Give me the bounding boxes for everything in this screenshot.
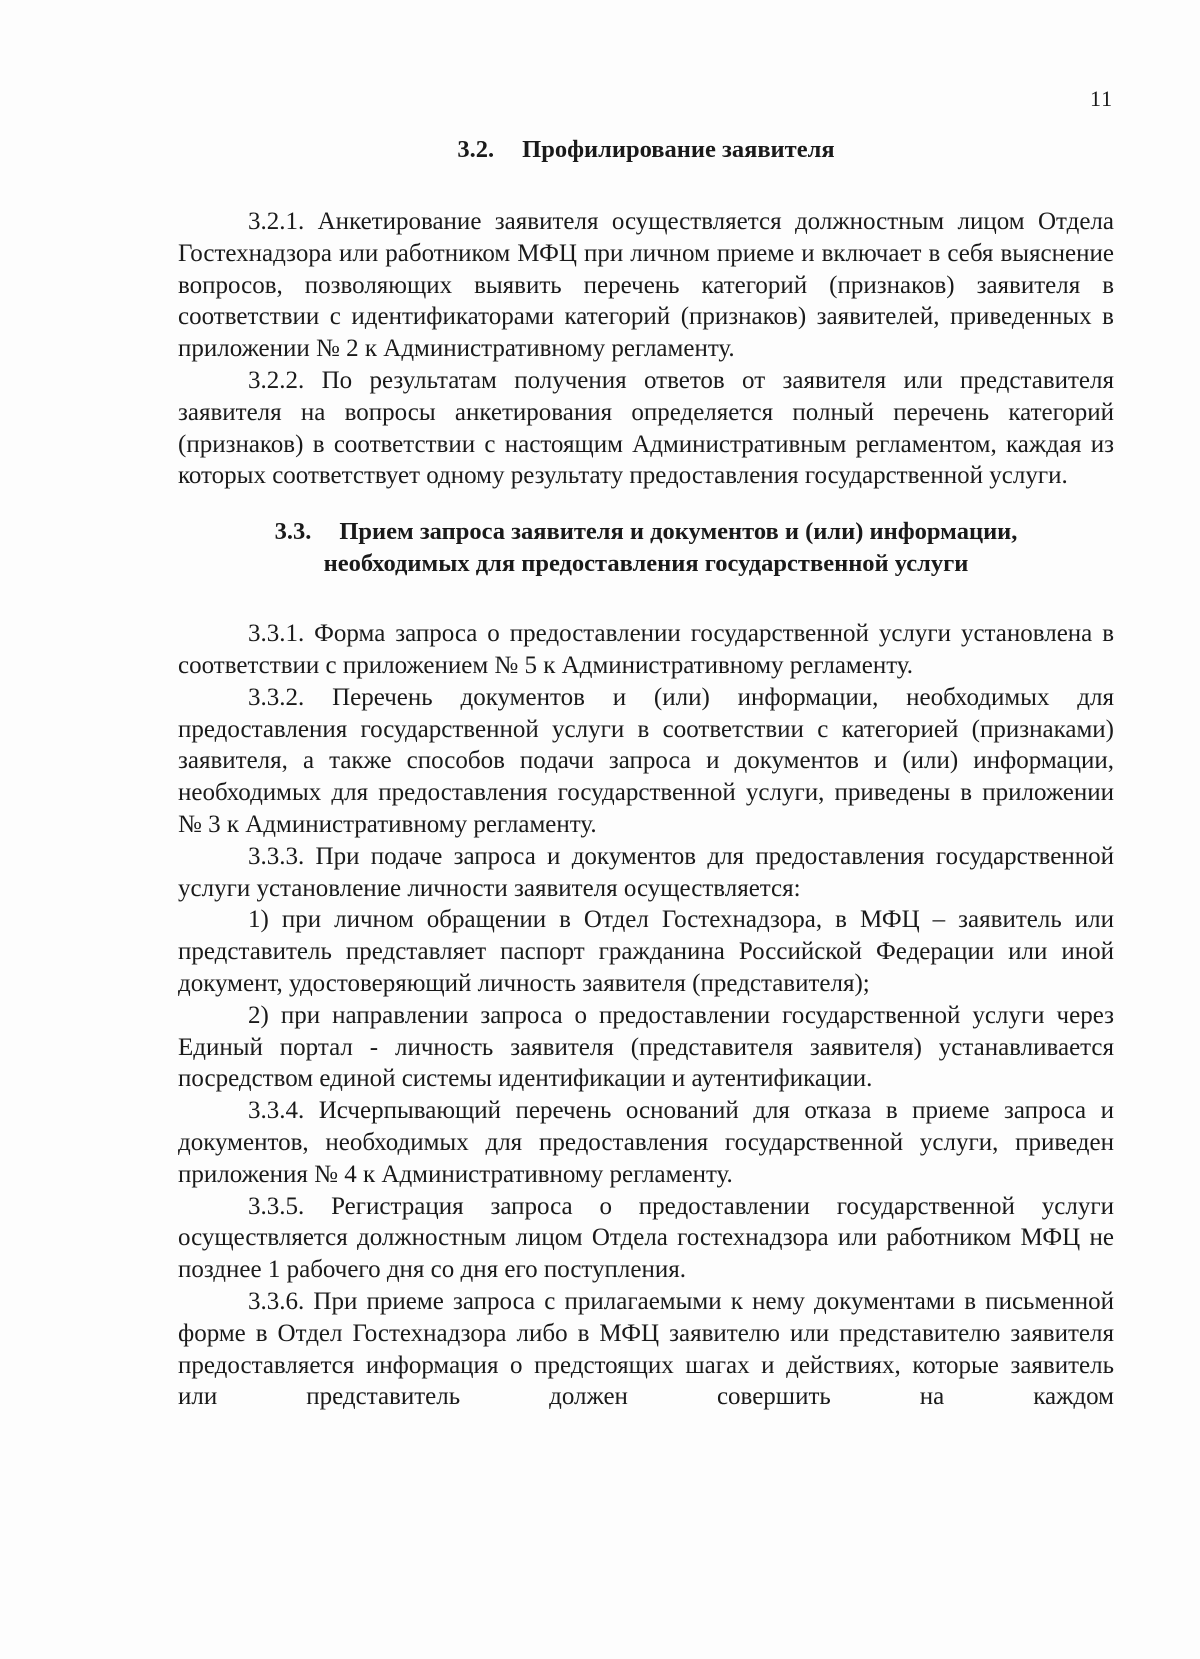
paragraph-3-3-6: 3.3.6. При приеме запроса с прилагаемыми к нему документами в письменной форме в Отдел Гостехнадзора либо в МФЦ заявителю или представителю заявителя предоставляется информация о предстоящих шагах и действиях, которые заявитель или представитель должен совершить на каждом [178,1287,1114,1411]
page-number: 11 [1090,86,1114,111]
section-3-2-heading [178,134,1114,166]
paragraph-3-3-1: 3.3.1. Форма запроса о предоставлении государственной услуги установлена в соответствии с приложением № 5 к Административному регламенту. [178,620,1114,679]
section-3-3-title-line-2: необходимых для предоставления государственной услуги [323,550,969,578]
paragraph-3-2-1: 3.2.1. Анкетирование заявителя осуществляется должностным лицом Отдела Гостехнадзора или работником МФЦ при личном приеме и включает в себя выяснение вопросов, позволяющих выявить перечень категорий (признаков) заявителя в соответствии с идентификаторами категорий (признаков) заявителей, приведенных в приложении № 2 к Административному регламенту. [178,208,1114,363]
document-body [178,134,1114,1413]
paragraph-3-3-5: 3.3.5. Регистрация запроса о предоставлении государственной услуги осуществляется должностным лицом Отдела гостехнадзора или работником МФЦ не позднее 1 рабочего дня со дня его поступления. [178,1192,1114,1284]
paragraph-3-2-2: 3.2.2. По результатам получения ответов от заявителя или представителя заявителя на вопросы анкетирования определяется полный перечень категорий (признаков) в соответствии с настоящим Административным регламентом, каждая из которых соответствует одному результату предоставления государственной услуги. [178,366,1114,490]
section-3-3-number: 3.3. [274,518,312,546]
paragraph-3-3-3-item-1: 1) при личном обращении в Отдел Гостехнадзора, в МФЦ – заявитель или представитель представляет паспорт гражданина Российской Федерации или иной документ, удостоверяющий личность заявителя (представителя); [178,906,1114,997]
paragraph-3-3-3-item-2: 2) при направлении запроса о предоставлении государственной услуги через Единый портал - личность заявителя (представителя заявителя) устанавливается посредством единой системы идентификации и аутентификации. [178,1001,1114,1093]
section-3-2-number: 3.2. [457,136,495,163]
section-3-3-heading [178,516,1114,580]
section-3-3-title-line-1 [178,516,1114,548]
section-3-3-title-text-1: Прием запроса заявителя и документов и (или) информации, [339,518,1018,546]
paragraph-3-3-4: 3.3.4. Исчерпывающий перечень оснований для отказа в приеме запроса и документов, необходимых для предоставления государственной услуги, приведен приложения № 4 к Административному регламенту. [178,1097,1114,1188]
paragraph-3-3-3: 3.3.3. При подаче запроса и документов для предоставления государственной услуги установление личности заявителя осуществляется: [178,842,1114,902]
paragraph-3-3-2: 3.3.2. Перечень документов и (или) информации, необходимых для предоставления государственной услуги в соответствии с категорией (признаками) заявителя, а также способов подачи запроса и документов и (или) информации, необходимых для предоставления государственной услуги, приведены в приложении № 3 к Административному регламенту. [178,683,1114,838]
section-3-2-title: Профилирование заявителя [522,136,835,163]
